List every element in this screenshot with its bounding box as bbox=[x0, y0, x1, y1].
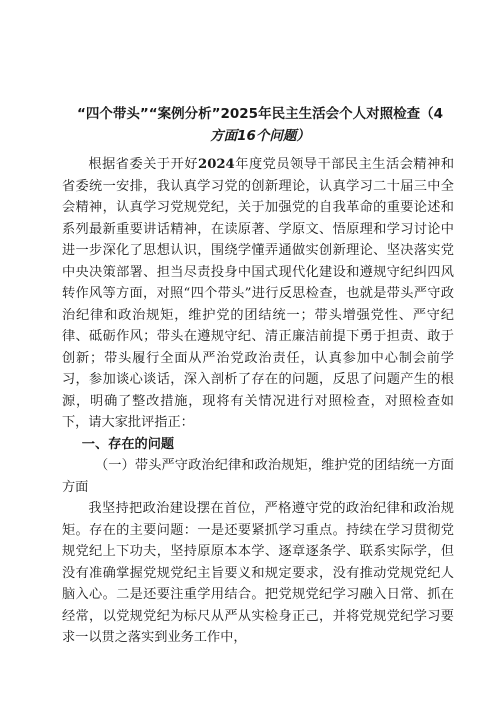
intro-text-part2: 年度党员领导干部民主生活会精神和省委统一安排，我认真学习党的创新理论，认真学习二十届三中全会精神，认真学习党规党纪，关于加强党的自我革命的重要论述和系列最新重要讲话精神，在读原著、学原文、悟原理和学习讨论中进一步深化了思想认识，围绕学懂弄通做实创新理论、坚决落实党中央决策部署、担当尽责投身中国式现代化建设和遵规守纪纠四风转作风等方面，对照“四个带头”进行反思检查，也就是带头严守政治纪律和政治规矩，维护党的团结统一；带头增强党性、严守纪律、砥砺作风；带头在遵规守纪、清正廉洁前提下勇于担责、敢于创新；带头履行全面从严治党政治责任，认真参加中心制会前学习，参加谈心谈话，深入剖析了存在的问题，反思了问题产生的根源，明确了整改措施，现将有关情况进行对照检查，对照检查如下，请大家批评指正： bbox=[62, 157, 455, 430]
title-line-1: “四个带头”“案例分析”2025年民主生活会个人对照检查（4 bbox=[77, 106, 443, 122]
document-body bbox=[62, 154, 454, 649]
intro-paragraph bbox=[62, 154, 454, 434]
section-heading: 一、存在的问题 bbox=[81, 436, 175, 452]
intro-text-part1: 根据省委关于开好 bbox=[88, 157, 199, 172]
title-line-2: 方面16个问题） bbox=[210, 128, 310, 144]
subsection-heading: （一）带头严守政治纪律和政治规矩，维护党的团结统一方面方面 bbox=[62, 458, 454, 495]
body-paragraph-2: 我坚持把政治建设摆在首位，严格遵守党的政治纪律和政治规矩。存在的主要问题：一是还要紧抓学习重点。持续在学习贯彻党规党纪上下功夫，坚持原原本本学、逐章逐条学、联系实际学，但没有准确掌握党规党纪主旨要义和规定要求，没有推动党规党纪人脑入心。二是还要注重学用结合。把党规党纪学习融入日常、抓在经常，以党规党纪为标尺从严从实检身正己，并将党规党纪学习要求一以贯之落实到业务工作中， bbox=[62, 501, 454, 645]
document-title bbox=[60, 103, 460, 147]
intro-year: 2024 bbox=[198, 157, 235, 172]
